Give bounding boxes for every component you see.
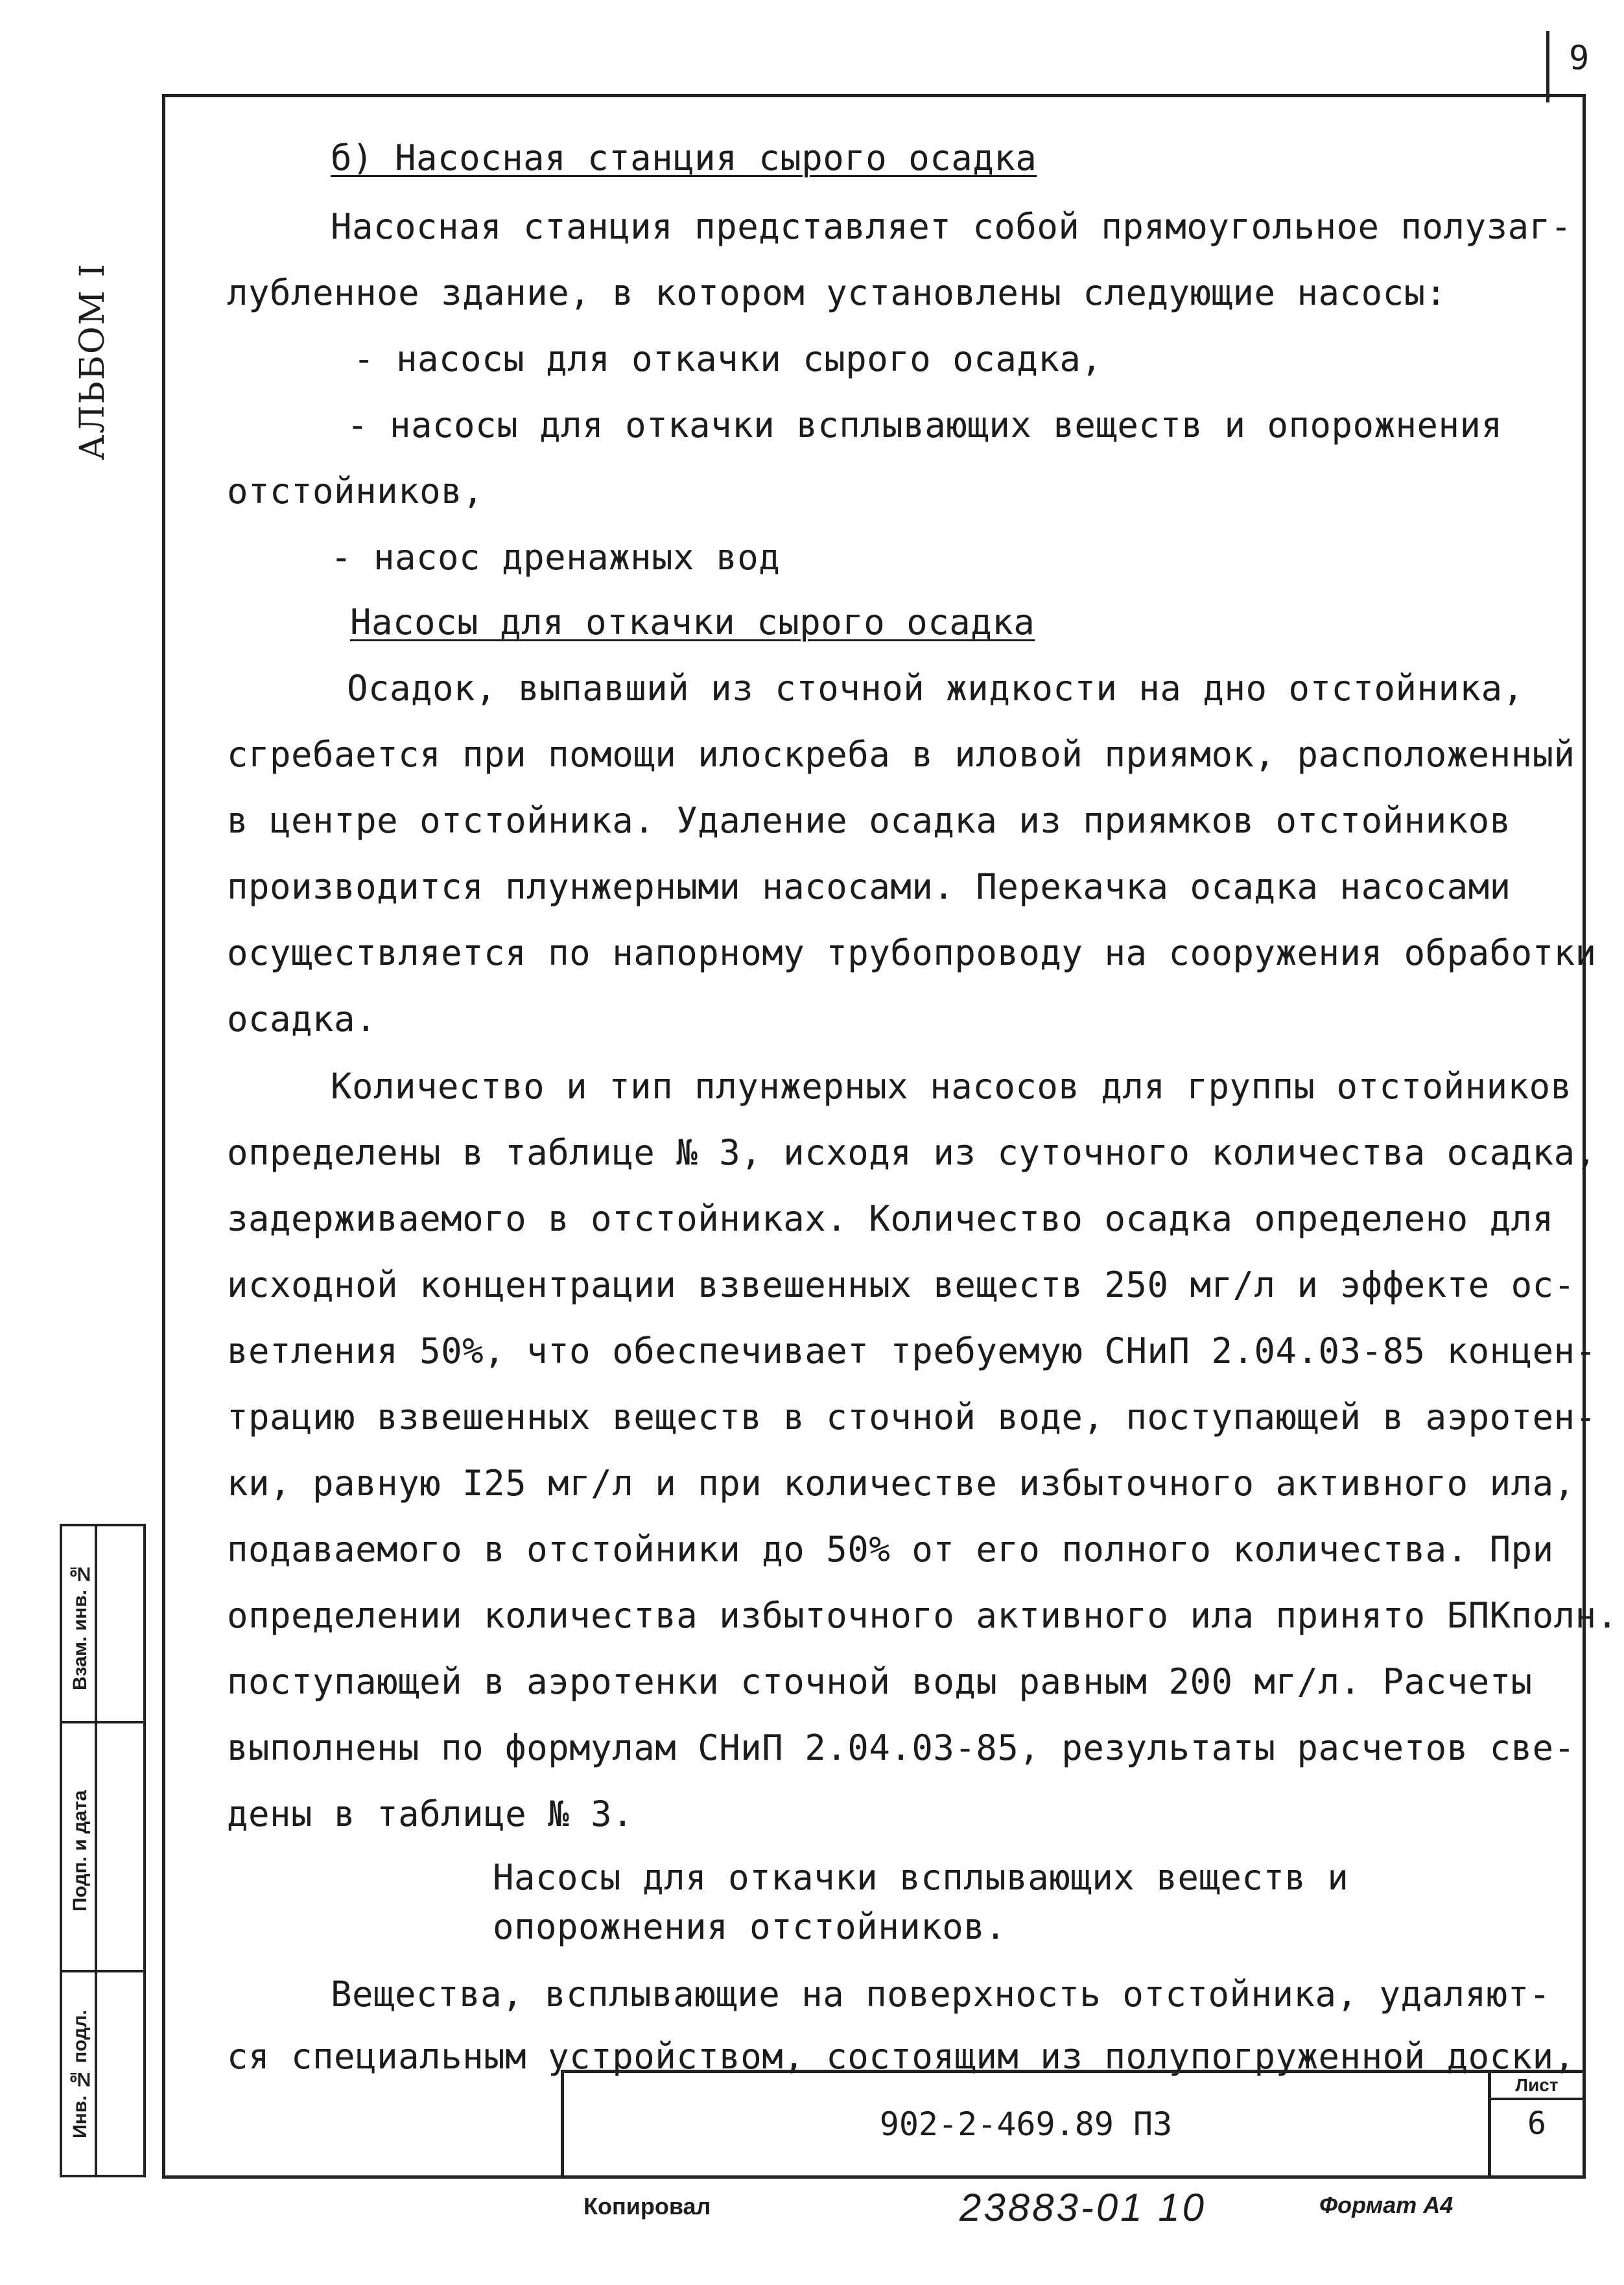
approval-stamp-strip: [60, 1524, 146, 2177]
text-line: исходной концентрации взвешенных веществ 250 мг/л и эффекте ос-: [227, 1264, 1575, 1305]
text-line: в центре отстойника. Удаление осадка из приямков отстойников: [227, 800, 1511, 841]
text-line: определены в таблице № 3, исходя из суточного количества осадка,: [227, 1132, 1597, 1173]
inv-podl-label: Инв. № подл.: [69, 2009, 91, 2139]
podp-data-label: Подп. и дата: [69, 1790, 91, 1912]
sheet-label: Лист: [1491, 2073, 1583, 2100]
text-line: осуществляется по напорному трубопроводу на сооружения обработки: [227, 932, 1597, 973]
text-line: поступающей в аэротенки сточной воды равным 200 мг/л. Расчеты: [227, 1661, 1533, 1702]
list-item: - насос дренажных вод: [331, 537, 781, 578]
text-line: ся специальным устройством, состоящим из полупогруженной доски,: [227, 2036, 1575, 2077]
subsection-heading: опорожнения отстойников.: [493, 1906, 1007, 1947]
text-line: определении количества избыточного активного ила принято БПКполн.: [227, 1595, 1618, 1636]
text-line: подаваемого в отстойники до 50% от его полного количества. При: [227, 1529, 1554, 1570]
sheet-box: [1488, 2070, 1583, 2175]
copied-label: Копировал: [583, 2193, 711, 2220]
text-line: дены в таблице № 3.: [227, 1794, 634, 1834]
text-line: ки, равную I25 мг/л и при количестве избыточного активного ила,: [227, 1463, 1575, 1504]
title-block: [561, 2070, 1488, 2175]
text-line: Количество и тип плунжерных насосов для группы отстойников: [331, 1066, 1572, 1107]
text-line: лубленное здание, в котором установлены следующие насосы:: [227, 272, 1447, 313]
text-line: выполнены по формулам СНиП 2.04.03-85, результаты расчетов све-: [227, 1727, 1575, 1768]
text-line: сгребается при помощи илоскреба в иловой приямок, расположенный: [227, 734, 1575, 775]
text-line: осадка.: [227, 999, 377, 1039]
section-heading: б) Насосная станция сырого осадка: [331, 137, 1037, 178]
text-line: отстойников,: [227, 471, 484, 512]
text-line: ветления 50%, что обеспечивает требуемую СНиП 2.04.03-85 концен-: [227, 1331, 1597, 1371]
document-code: 902-2-469.89 ПЗ: [879, 2105, 1173, 2143]
album-label: АЛЬБОМ I: [73, 263, 112, 460]
subsection-heading: Насосы для откачки сырого осадка: [350, 602, 1035, 643]
list-item: - насосы для откачки всплывающих веществ и опорожнения: [347, 405, 1503, 445]
subsection-heading: Насосы для откачки всплывающих веществ и: [493, 1857, 1349, 1898]
top-rule: [1546, 31, 1549, 102]
list-item: - насосы для откачки сырого осадка,: [353, 338, 1103, 379]
text-line: Насосная станция представляет собой прямоугольное полузаг-: [331, 206, 1572, 247]
format-label: Формат А4: [1319, 2192, 1453, 2218]
vzam-inv-label: Взам. инв. №: [69, 1563, 91, 1691]
page-number: 9: [1569, 39, 1590, 78]
text-line: трацию взвешенных веществ в сточной воде, поступающей в аэротен-: [227, 1397, 1597, 1438]
text-line: производится плунжерными насосами. Перекачка осадка насосами: [227, 866, 1511, 907]
text-line: Вещества, всплывающие на поверхность отстойника, удаляют-: [331, 1974, 1551, 2015]
sheet-number: 6: [1527, 2105, 1546, 2142]
archive-number: 23883-01 10: [959, 2186, 1206, 2229]
text-line: задерживаемого в отстойниках. Количество осадка определено для: [227, 1198, 1554, 1239]
text-line: Осадок, выпавший из сточной жидкости на дно отстойника,: [347, 668, 1524, 709]
